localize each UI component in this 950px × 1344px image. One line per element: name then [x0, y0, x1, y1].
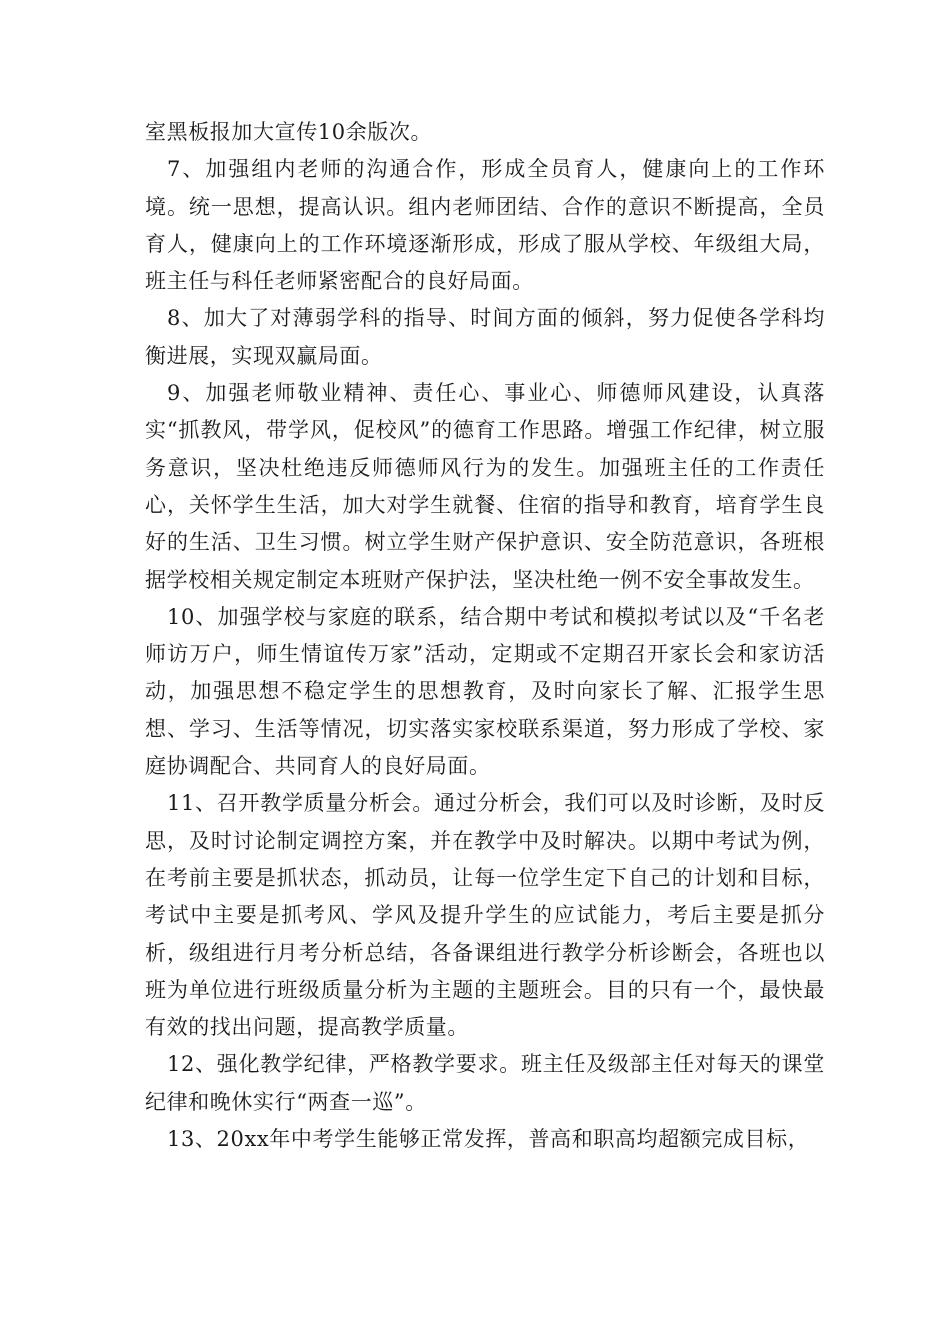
document-body	[145, 114, 825, 1158]
paragraph-item-10: 10、加强学校与家庭的联系，结合期中考试和模拟考试以及“千名老师访万户，师生情谊传万家”活动，定期或不定期召开家长会和家访活动，加强思想不稳定学生的思想教育，及时向家长了解、汇报学生思想、学习、生活等情况，切实落实家校联系渠道，努力形成了学校、家庭协调配合、共同育人的良好局面。	[145, 604, 825, 779]
paragraph-item-9: 9、加强老师敬业精神、责任心、事业心、师德师风建设，认真落实“抓教风，带学风，促校风”的德育工作思路。增强工作纪律，树立服务意识，坚决杜绝违反师德师风行为的发生。加强班主任的工作责任心，关怀学生生活，加大对学生就餐、住宿的指导和教育，培育学生良好的生活、卫生习惯。树立学生财产保护意识、安全防范意识，各班根据学校相关规定制定本班财产保护法，坚决杜绝一例不安全事故发生。	[145, 381, 825, 592]
paragraph-item-11: 11、召开教学质量分析会。通过分析会，我们可以及时诊断，及时反思，及时讨论制定调控方案，并在教学中及时解决。以期中考试为例，在考前主要是抓状态，抓动员，让每一位学生定下自己的计划和目标，考试中主要是抓考风、学风及提升学生的应试能力，考后主要是抓分析，级组进行月考分析总结，各备课组进行教学分析诊断会，各班也以班为单位进行班级质量分析为主题的主题班会。目的只有一个，最快最有效的找出问题，提高教学质量。	[145, 791, 825, 1040]
paragraph-item-12: 12、强化教学纪律，严格教学要求。班主任及级部主任对每天的课堂纪律和晚休实行“两查一巡”。	[145, 1052, 825, 1114]
paragraph-item-13: 13、20xx年中考学生能够正常发挥，普高和职高均超额完成目标，	[167, 1127, 810, 1152]
paragraph-continuation: 室黑板报加大宣传10余版次。	[145, 120, 433, 144]
paragraph-item-7: 7、加强组内老师的沟通合作，形成全员育人，健康向上的工作环境。统一思想，提高认识。组内老师团结、合作的意识不断提高，全员育人，健康向上的工作环境逐渐形成，形成了服从学校、年级组大局，班主任与科任老师紧密配合的良好局面。	[145, 157, 825, 294]
paragraph-item-8: 8、加大了对薄弱学科的指导、时间方面的倾斜，努力促使各学科均衡进展，实现双赢局面。	[145, 306, 825, 368]
